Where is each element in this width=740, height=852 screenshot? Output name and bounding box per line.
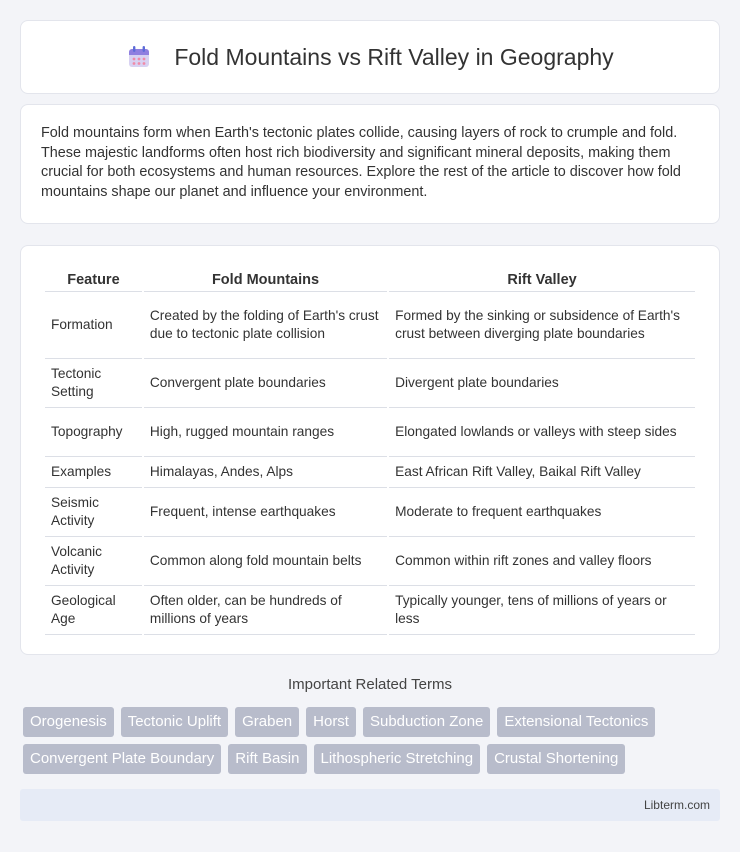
page-title: Fold Mountains vs Rift Valley in Geography <box>174 43 614 70</box>
related-terms-title: Important Related Terms <box>288 676 452 693</box>
table-row <box>45 359 695 408</box>
tag-lithospheric-stretching[interactable]: Lithospheric Stretching <box>314 744 481 774</box>
row-fold-mountains: Convergent plate boundaries <box>144 359 387 408</box>
tag-orogenesis[interactable]: Orogenesis <box>23 707 114 737</box>
related-terms-list <box>23 707 723 774</box>
footer-brand-link[interactable]: Libterm.com <box>643 798 710 812</box>
header-feature: Feature <box>45 264 142 292</box>
row-rift-valley: Formed by the sinking or subsidence of Earth's crust between diverging plate boundaries <box>389 292 695 359</box>
row-feature: Seismic Activity <box>45 488 142 537</box>
intro-card <box>20 104 720 224</box>
row-feature: Geological Age <box>45 586 142 635</box>
title-card <box>20 20 720 94</box>
row-rift-valley: Typically younger, tens of millions of years or less <box>389 586 695 635</box>
table-row <box>45 457 695 488</box>
row-feature: Tectonic Setting <box>45 359 142 408</box>
row-fold-mountains: Created by the folding of Earth's crust due to tectonic plate collision <box>144 292 387 359</box>
row-rift-valley: Moderate to frequent earthquakes <box>389 488 695 537</box>
footer <box>20 789 720 821</box>
row-fold-mountains: Often older, can be hundreds of millions of years <box>144 586 387 635</box>
row-feature: Examples <box>45 457 142 488</box>
tag-graben[interactable]: Graben <box>235 707 299 737</box>
row-feature: Topography <box>45 408 142 457</box>
tag-convergent-plate-boundary[interactable]: Convergent Plate Boundary <box>23 744 221 774</box>
tag-crustal-shortening[interactable]: Crustal Shortening <box>487 744 625 774</box>
row-rift-valley: Elongated lowlands or valleys with steep sides <box>389 408 695 457</box>
table-row <box>45 408 695 457</box>
table-header-row <box>45 264 695 292</box>
tag-extensional-tectonics[interactable]: Extensional Tectonics <box>497 707 655 737</box>
row-rift-valley: Common within rift zones and valley floors <box>389 537 695 586</box>
comparison-table-card <box>20 245 720 655</box>
row-fold-mountains: Himalayas, Andes, Alps <box>144 457 387 488</box>
table-row <box>45 488 695 537</box>
calendar-icon <box>126 44 152 70</box>
row-fold-mountains: Frequent, intense earthquakes <box>144 488 387 537</box>
tag-rift-basin[interactable]: Rift Basin <box>228 744 306 774</box>
intro-paragraph: Fold mountains form when Earth's tectonic plates collide, causing layers of rock to crumple and fold. These majestic landforms often host rich biodiversity and significant mineral deposits, making them crucial for both ecosystems and human resources. Explore the rest of the article to discover how fold mountains shape our planet and influence your environment. <box>41 125 681 200</box>
header-rift-valley: Rift Valley <box>389 264 695 292</box>
table-row <box>45 537 695 586</box>
tag-horst[interactable]: Horst <box>306 707 356 737</box>
row-feature: Formation <box>45 292 142 359</box>
table-row <box>45 292 695 359</box>
row-rift-valley: Divergent plate boundaries <box>389 359 695 408</box>
header-fold-mountains: Fold Mountains <box>144 264 387 292</box>
table-row <box>45 586 695 635</box>
comparison-table <box>43 264 697 635</box>
row-rift-valley: East African Rift Valley, Baikal Rift Valley <box>389 457 695 488</box>
tag-subduction-zone[interactable]: Subduction Zone <box>363 707 490 737</box>
row-feature: Volcanic Activity <box>45 537 142 586</box>
row-fold-mountains: High, rugged mountain ranges <box>144 408 387 457</box>
row-fold-mountains: Common along fold mountain belts <box>144 537 387 586</box>
tag-tectonic-uplift[interactable]: Tectonic Uplift <box>121 707 228 737</box>
